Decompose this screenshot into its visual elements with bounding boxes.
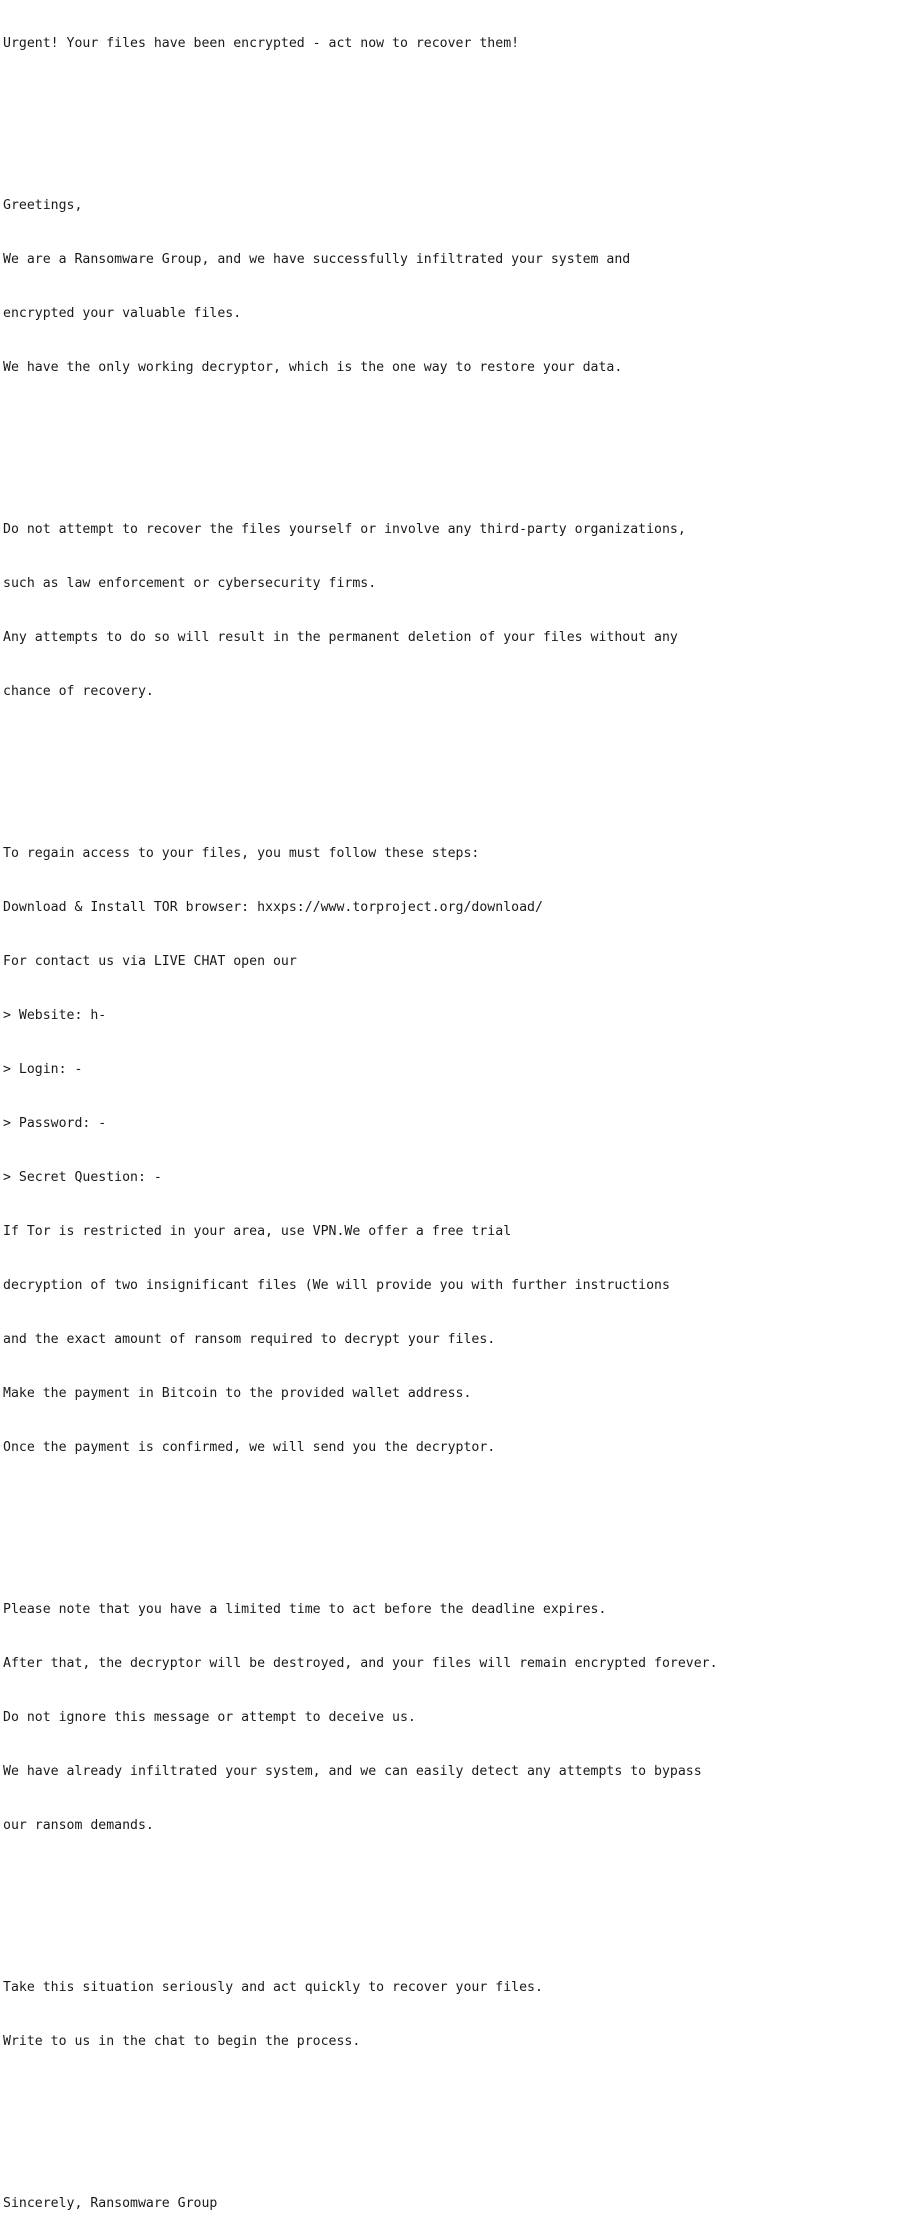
ransom-note-text <box>3 0 718 2231</box>
note-line <box>3 2087 718 2105</box>
note-line: For contact us via LIVE CHAT open our <box>3 954 297 969</box>
note-line: chance of recovery. <box>3 684 154 699</box>
note-line: Download & Install TOR browser: hxxps://www.torproject.org/download/ <box>3 900 543 915</box>
note-line: our ransom demands. <box>3 1818 154 1833</box>
note-line: We have already infiltrated your system, and we can easily detect any attempts to bypass <box>3 1764 702 1779</box>
note-line: Write to us in the chat to begin the process. <box>3 2034 361 2049</box>
note-line: Urgent! Your files have been encrypted - act now to recover them! <box>3 36 520 51</box>
note-line: To regain access to your files, you must follow these steps: <box>3 846 480 861</box>
note-line: Any attempts to do so will result in the permanent deletion of your files without any <box>3 630 678 645</box>
note-line: > Website: h- <box>3 1008 107 1023</box>
note-line: > Secret Question: - <box>3 1170 162 1185</box>
note-line: decryption of two insignificant files (We will provide you with further instructions <box>3 1278 670 1293</box>
note-line: Take this situation seriously and act quickly to recover your files. <box>3 1980 543 1995</box>
note-line: We have the only working decryptor, which is the one way to restore your data. <box>3 360 623 375</box>
note-line <box>3 1871 718 1889</box>
note-line <box>3 1493 718 1511</box>
note-line: Greetings, <box>3 198 83 213</box>
note-line: After that, the decryptor will be destroyed, and your files will remain encrypted forever. <box>3 1656 718 1671</box>
note-line: We are a Ransomware Group, and we have successfully infiltrated your system and <box>3 252 631 267</box>
note-line: Do not attempt to recover the files yourself or involve any third-party organizations, <box>3 522 686 537</box>
note-line: Please note that you have a limited time to act before the deadline expires. <box>3 1602 607 1617</box>
note-line: Make the payment in Bitcoin to the provided wallet address. <box>3 1386 472 1401</box>
note-line <box>3 89 718 107</box>
note-line <box>3 2141 718 2159</box>
note-line <box>3 467 718 485</box>
note-line: If Tor is restricted in your area, use VPN.We offer a free trial <box>3 1224 512 1239</box>
note-line <box>3 413 718 431</box>
note-line <box>3 143 718 161</box>
note-line: encrypted your valuable files. <box>3 306 242 321</box>
note-line: and the exact amount of ransom required to decrypt your files. <box>3 1332 496 1347</box>
note-line: > Login: - <box>3 1062 83 1077</box>
note-line: > Password: - <box>3 1116 107 1131</box>
note-line: such as law enforcement or cybersecurity firms. <box>3 576 377 591</box>
note-line <box>3 791 718 809</box>
note-line: Once the payment is confirmed, we will send you the decryptor. <box>3 1440 496 1455</box>
note-line: Sincerely, Ransomware Group <box>3 2196 218 2211</box>
note-line: Do not ignore this message or attempt to deceive us. <box>3 1710 416 1725</box>
note-line <box>3 737 718 755</box>
note-line <box>3 1925 718 1943</box>
note-line <box>3 1547 718 1565</box>
